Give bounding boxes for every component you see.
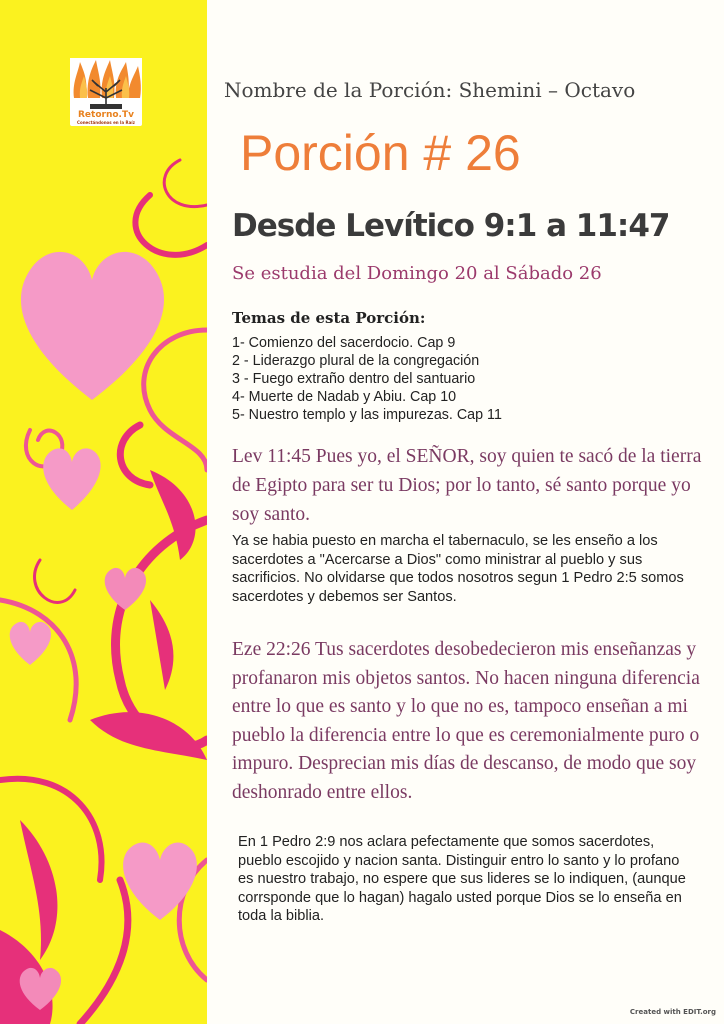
logo-tagline: Conectándonos en la Raíz: [77, 120, 135, 125]
list-item: 2 - Liderazgo plural de la congregación: [232, 353, 480, 369]
burning-tree-icon: [70, 58, 142, 110]
verse-ezekiel: Eze 22:26 Tus sacerdotes desobedecieron mis enseñanzas y profanaron mis objetos santos. No hacen ninguna diferencia entre lo que es santo y lo que no es, tampoco enseñan a mi pueblo la diferencia entre lo que es ceremonialmente puro o impuro. Desprecian mis días de descanso, de modo que soy deshonrado entre ellos.: [232, 639, 700, 803]
scripture-range: Desde Levítico 9:1 a 11:47: [232, 208, 670, 244]
list-item: 4- Muerte de Nadab y Abiu. Cap 10: [232, 389, 457, 405]
footer-credit: Created with EDIT.org: [629, 1008, 716, 1016]
list-item: 1- Comienzo del sacerdocio. Cap 9: [232, 335, 456, 351]
heart-icon: [43, 448, 100, 510]
study-dates: Se estudia del Domingo 20 al Sábado 26: [232, 263, 602, 284]
commentary-paragraph: Ya se habia puesto en marcha el tabernaculo, se les enseño a los sacerdotes a "Acercarse a Dios" como ministrar al pueblo y sus sacrificios. No olvidarse que todos nosotros segun 1 Pedro 2:5 somos sacerdotes y debemos ser Santos.: [232, 533, 684, 605]
list-item: 5- Nuestro templo y las impurezas. Cap 11: [232, 407, 502, 423]
small-heart-icon: [105, 568, 146, 610]
topics-list: [232, 334, 502, 424]
verse-leviticus: Lev 11:45 Pues yo, el SEÑOR, soy quien te sacó de la tierra de Egipto para ser tu Dios; por lo tanto, sé santo porque yo soy santo.: [232, 446, 702, 525]
list-item: 3 - Fuego extraño dentro del santuario: [232, 371, 476, 387]
portion-number-title: Porción # 26: [240, 125, 521, 181]
hearts-swirls-illustration: [0, 0, 207, 1024]
decorative-left-band: [0, 0, 207, 1024]
topics-heading: Temas de esta Porción:: [232, 309, 426, 327]
small-heart-icon: [10, 622, 51, 665]
logo-brand: Retorno.Tv: [78, 110, 134, 120]
logo: [70, 58, 142, 126]
portion-name: Nombre de la Porción: Shemini – Octavo: [224, 78, 636, 102]
commentary-paragraph: En 1 Pedro 2:9 nos aclara pefectamente que somos sacerdotes, pueblo escojido y nacion santa. Distinguir entro lo santo y lo profano es nuestro trabajo, no espere que sus lideres se lo indiquen, (aunque corrsponde que lo hagan) hagalo usted porque Dios se lo enseña en toda la biblia.: [238, 834, 686, 925]
heart-icon: [123, 842, 197, 920]
